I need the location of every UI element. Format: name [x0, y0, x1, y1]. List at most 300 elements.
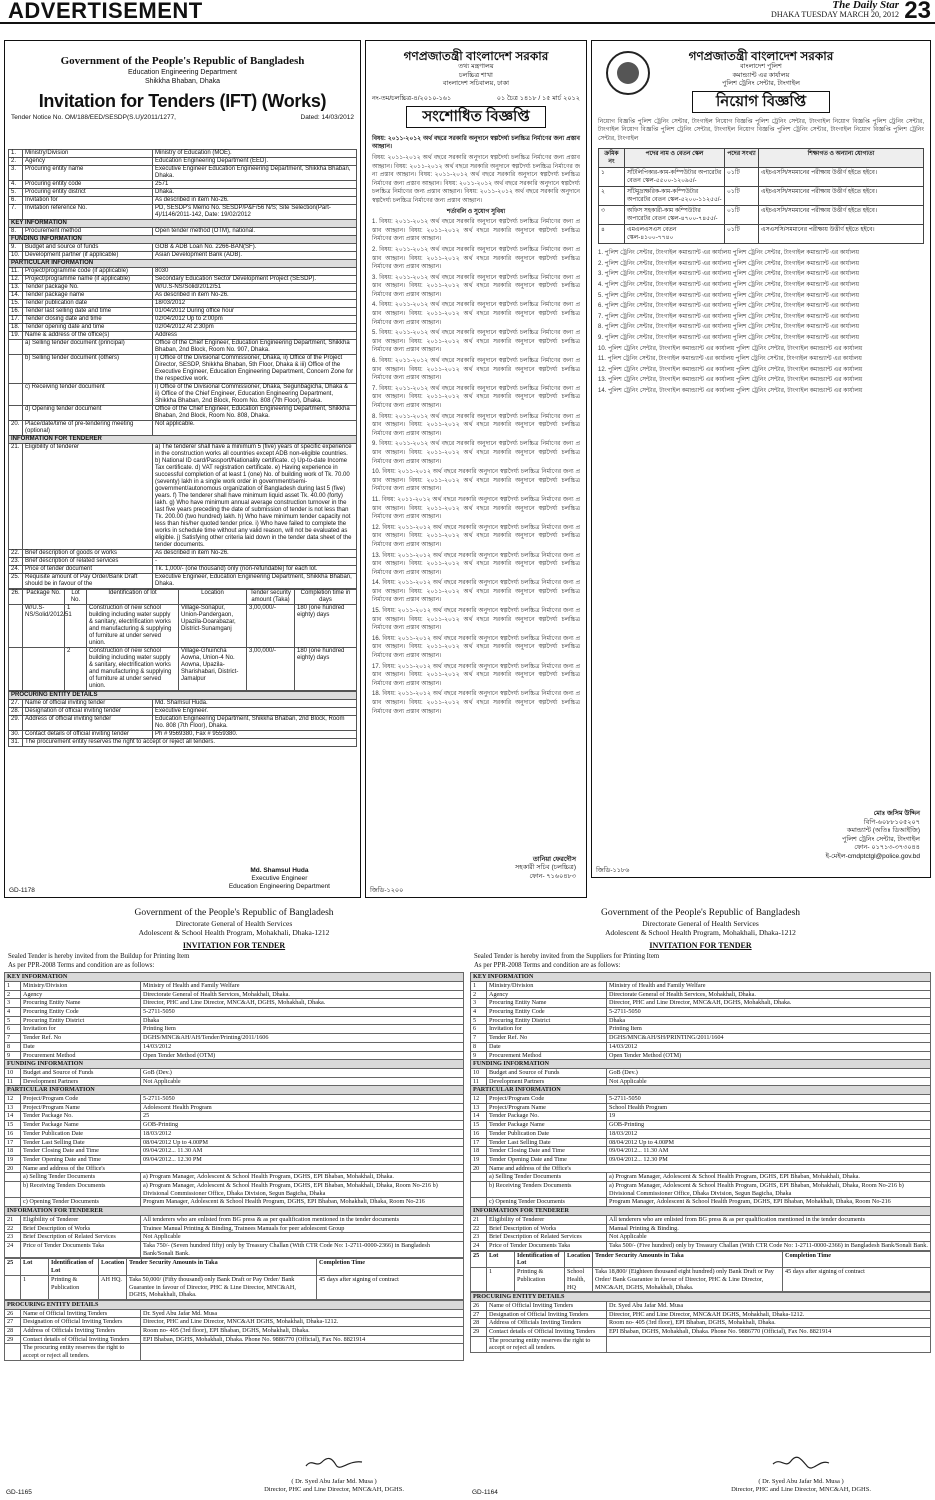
page-number: 23 [904, 0, 931, 24]
ift-row [9, 574, 357, 589]
h2-cell-no: 21 [471, 1215, 487, 1224]
ift-entity-cell-label: Address of official inviting tender [23, 716, 153, 731]
h2-row [471, 1164, 931, 1173]
bn2-col-qual: শিক্ষাগত ও অন্যান্য যোগ্যতা [759, 149, 924, 168]
h1-cell-value: Ministry of Health and Family Welfare [141, 981, 464, 990]
h1-cell-label: Project/Program Code [21, 1095, 141, 1104]
h2-section-heading: PARTICULAR INFORMATION [471, 1086, 931, 1095]
ift-cell-no: 12. [9, 276, 23, 284]
ift-entity-cell-label: Name of official inviting tender [23, 700, 153, 708]
bn2-title: নিয়োগ বিজ্ঞপ্তি [692, 91, 830, 113]
h1-row [5, 1103, 464, 1112]
bn1-condition-item: 4. বিষয়: ২০১১-২০১২ অর্থ বছরে সরকারি অনুদানে স্বল্পদৈর্ঘ্য চলচ্চিত্র নির্মাণের জন্য প্রস্তাব আহ্বান। বিষয়: ২০১১-২০১২ অর্থ বছরে সরকারি অনুদানে স্বল্পদৈর্ঘ্য চলচ্চিত্র নির্মাণের জন্য প্রস্তাব আহ্বান। [372, 302, 580, 326]
h2-cell-label: Name and address of the Office's [487, 1164, 931, 1173]
ift-lot-cell: Village-Ghuincha Aowna, Union-4 No. Aowna, Upazila-Sharishabari, District-Jamalpur [179, 648, 247, 691]
h2-entity-cell-label: Name of Official Inviting Tenders [487, 1301, 607, 1310]
ift-row [9, 166, 357, 181]
h2-lot-cell: Printing & Publication [515, 1268, 565, 1292]
bn2-sign-line-5: ই-মেইল-cmdptctgl@police.gov.bd [825, 852, 920, 860]
bn1-subject: বিষয়: ২০১১-২০১২ অর্থ বছরে সরকারি অনুদানে স্বল্পদৈর্ঘ্য চলচ্চিত্র নির্মাণের জন্য প্রস্তাব আহ্বান। [372, 135, 580, 151]
ift-cell-label: Brief description of goods or works [23, 550, 153, 558]
h1-entity-section-heading: PROCURING ENTITY DETAILS [5, 1300, 464, 1309]
h1-entity-cell-label: Name of Official Inviting Tenders [21, 1309, 141, 1318]
h2-cell-no [471, 1182, 487, 1198]
h2-section-heading: INFORMATION FOR TENDERER [471, 1207, 931, 1216]
h2-entity-cell-label: The procuring entity reserves the right to accept or reject all tenders. [487, 1336, 607, 1352]
h2-lot-cell: Identification of Lot [515, 1251, 565, 1267]
h2-prog: Adolescent & School Health Program, Mohakhali, Dhaka-1212 [605, 928, 796, 937]
h1-cell-label: Tender Closing Date and Time [21, 1147, 141, 1156]
h1-lot-cell: Taka 50,000/ (Fifty thousand) only Bank Draft or Pay Order/ Bank Guarantee in favour of Director, PHC & Line Director, MNC&AH, DGHS, Mohakhali, Dhaka. [127, 1275, 317, 1299]
ift-row [9, 340, 357, 355]
ift-row [9, 300, 357, 308]
ift-sign-title: Executive Engineer [251, 875, 308, 882]
h2-cell-no: 9 [471, 1051, 487, 1060]
ift-lots-header [9, 590, 357, 605]
ift-row [9, 236, 357, 244]
h2-cell-no: 20 [471, 1164, 487, 1173]
bn1-conditions [372, 218, 580, 716]
ift-cell-value: 02/04/2012 Up to 2:00pm [153, 316, 357, 324]
ift-advertisement [4, 40, 361, 898]
bn1-sign: তানিয়া ফেরদৌস [532, 855, 576, 863]
h2-heading [470, 908, 931, 937]
ift-cell-label: Procurement method [23, 228, 153, 236]
h1-entity-cell-label: Address of Officials Inviting Tenders [21, 1327, 141, 1336]
ift-cell-no: 24. [9, 566, 23, 574]
h2-row [471, 1112, 931, 1121]
bn2-term-item: 9. পুলিশ ট্রেনিং সেন্টার, টাংগাইল কমান্ড্যান্ট এর কার্যালয় পুলিশ ট্রেনিং সেন্টার, টাংগাইল কমান্ড্যান্ট এর কার্যালয় [598, 335, 859, 342]
bn2-term-item: 4. পুলিশ ট্রেনিং সেন্টার, টাংগাইল কমান্ড্যান্ট এর কার্যালয় পুলিশ ট্রেনিং সেন্টার, টাংগাইল কমান্ড্যান্ট এর কার্যালয় [598, 282, 859, 289]
h2-cell-label: b) Receiving Tenders Documents [487, 1182, 607, 1198]
h1-entity-row [5, 1335, 464, 1344]
bn2-term-item: 11. পুলিশ ট্রেনিং সেন্টার, টাংগাইল কমান্ড্যান্ট এর কার্যালয় পুলিশ ট্রেনিং সেন্টার, টাংগাইল কমান্ড্যান্ট এর কার্যালয় [598, 356, 862, 363]
bn2-term-item: 14. পুলিশ ট্রেনিং সেন্টার, টাংগাইল কমান্ড্যান্ট এর কার্যালয় পুলিশ ট্রেনিং সেন্টার, টাংগাইল কমান্ড্যান্ট এর কার্যালয় [598, 388, 863, 394]
ift-entity-row [9, 731, 357, 739]
h2-entity-table [470, 1292, 931, 1353]
h2-cell-label: Tender Publication Date [487, 1129, 607, 1138]
h1-cell-value: Taka 750/- (Seven hundred fifty) only by Treasury Challan (With CTR Code No: 1-2711-0000-2366) in Bangladesh Bank/Sonali Bank. [141, 1241, 464, 1257]
ift-lots-table [8, 589, 357, 691]
ift-cell-value: 02/04/2012 At 2:30pm [153, 324, 357, 332]
h1-section-heading: KEY INFORMATION [5, 973, 464, 982]
h2-cell-no: 12 [471, 1095, 487, 1104]
h1-row [5, 1138, 464, 1147]
ift-row [9, 406, 357, 421]
h2-entity-cell-value: EPI Bhaban, DGHS, Mohakhali, Dhaka. Phone No. 9886770 (Official), Fax No. 8821914 [607, 1328, 931, 1337]
ift-cell-value: Secondary Education Sector Development Project (SESDP). [153, 276, 357, 284]
bn1-condition-item: 18. বিষয়: ২০১১-২০১২ অর্থ বছরে সরকারি অনুদানে স্বল্পদৈর্ঘ্য চলচ্চিত্র নির্মাণের জন্য প্রস্তাব আহ্বান। বিষয়: ২০১১-২০১২ অর্থ বছরে সরকারি অনুদানে স্বল্পদৈর্ঘ্য চলচ্চিত্র নির্মাণের জন্য প্রস্তাব আহ্বান। [372, 691, 580, 715]
h1-cell-no [5, 1198, 21, 1207]
ift-row [9, 384, 357, 406]
h1-cell-label: c) Opening Tender Documents [21, 1198, 141, 1207]
bn2-sub-2: কমান্ড্যান্ট এর কার্যালয় [732, 71, 790, 79]
h2-entity-cell-label: Address of Officials Inviting Tenders [487, 1319, 607, 1328]
h2-cell-value: Not Applicable [607, 1077, 931, 1086]
h2-cell-label: a) Selling Tender Documents [487, 1173, 607, 1182]
ift-section-heading: PARTICULAR INFORMATION [9, 260, 357, 268]
ift-entity-cell-no: 31. [9, 739, 23, 747]
h2-section-heading: FUNDING INFORMATION [471, 1060, 931, 1069]
h1-cell-label: Name and address of the Office's [21, 1164, 464, 1173]
ift-entity-row [9, 708, 357, 716]
h1-heading [4, 908, 464, 937]
ift-section-heading: INFORMATION FOR TENDERER [9, 436, 357, 444]
h1-lot-cell: Location [99, 1259, 127, 1275]
h2-cell-no: 2 [471, 990, 487, 999]
h1-row [5, 1121, 464, 1130]
ift-entity-cell-value: Executive Engineer. [153, 708, 357, 716]
h1-row [5, 1147, 464, 1156]
masthead: The Daily Star [832, 0, 899, 11]
h2-row [471, 1182, 931, 1198]
ift-cell-value: Not applicable. [153, 421, 357, 436]
h1-row [5, 1086, 464, 1095]
h1-row [5, 1173, 464, 1182]
ift-cell-label: d) Opening tender document [23, 406, 153, 421]
h2-row [471, 1051, 931, 1060]
h1-cell-label: Project/Program Name [21, 1103, 141, 1112]
ift-cell-value: Executive Engineer, Education Engineering Department, Shikkha Bhaban, Dhaka. [153, 574, 357, 589]
h2-cell-value: 5-2711-5050 [607, 1095, 931, 1104]
h1-cell-label: Tender Package No. [21, 1112, 141, 1121]
h1-row [5, 1008, 464, 1017]
h1-cell-no: 10 [5, 1068, 21, 1077]
ift-row [9, 566, 357, 574]
ift-cell-no [9, 340, 23, 355]
h2-entity-row [471, 1328, 931, 1337]
h1-cell-value: Dhaka [141, 1016, 464, 1025]
h1-lot-cell: 1 [21, 1275, 49, 1299]
ift-lots-header-cell: Tender security amount (Taka) [247, 590, 295, 605]
h2-cell-value: Manual Printing & Binding. [607, 1224, 931, 1233]
bn2-term-item: 1. পুলিশ ট্রেনিং সেন্টার, টাংগাইল কমান্ড্যান্ট এর কার্যালয় পুলিশ ট্রেনিং সেন্টার, টাংগাইল কমান্ড্যান্ট এর কার্যালয় [598, 250, 859, 257]
bn1-ref: নং-তম/চলচ্চিত্র-৪/২০১০-১৬১ [372, 94, 452, 102]
ift-cell-value: i) Office of the Divisional Commissioner, Dhaka, ii) Office of the Project Director, SESDP, Shikkha Bhaban, 5th Floor, Dhaka & iii) Office of the Executive Engineer, Education Engineering Department, Concern Zone for the respective work. [153, 355, 357, 384]
ift-cell-no: 3. [9, 166, 23, 181]
h2-sign-title: Director, PHC and Line Director, MNC&AH, DGHS. [731, 1486, 871, 1493]
h2-entity-row [471, 1293, 931, 1302]
bn2-job-cell: সাঁটলিপিকার-কাম-কম্পিউটার অপারেটর বেতন স্কেল-৫৫০০-১২০৯৫/- [625, 168, 725, 187]
h2-row [471, 1034, 931, 1043]
bn1-condition-item: 8. বিষয়: ২০১১-২০১২ অর্থ বছরে সরকারি অনুদানে স্বল্পদৈর্ঘ্য চলচ্চিত্র নির্মাণের জন্য প্রস্তাব আহ্বান। বিষয়: ২০১১-২০১২ অর্থ বছরে সরকারি অনুদানে স্বল্পদৈর্ঘ্য চলচ্চিত্র নির্মাণের জন্য প্রস্তাব আহ্বান। [372, 413, 580, 437]
h2-cell-no: 1 [471, 981, 487, 990]
h2-cell-label: Procurement Method [487, 1051, 607, 1060]
h1-cell-label: b) Receiving Tenders Documents [21, 1182, 141, 1198]
ift-cell-label: a) Selling tender document (principal) [23, 340, 153, 355]
h1-row [5, 1095, 464, 1104]
bn2-job-cell: ৪ [599, 225, 625, 244]
h2-cell-no: 8 [471, 1042, 487, 1051]
bn1-sub-3: বাংলাদেশ সচিবালয়, ঢাকা [442, 80, 510, 87]
h2-cell-value: GOB-Printing [607, 1121, 931, 1130]
bn1-sign-title: সহকারী সচিব (চলচ্চিত্র) [515, 864, 576, 871]
h1-entity-cell-value: Dr. Syed Abu Jafar Md. Musa [141, 1309, 464, 1318]
h2-row [471, 1198, 931, 1207]
ift-row [9, 189, 357, 197]
ift-entity-row [9, 716, 357, 731]
h2-row [471, 1215, 931, 1224]
h2-lot-row [471, 1268, 931, 1292]
h2-lot-cell: Taka 18,800/ (Eighteen thousand eight hundred) only Bank Draft or Pay Order/ Bank Guarantee in favour of Director, PHC & Line Director, MNC&AH, DGHS, Mohakhali, Dhaka. [593, 1268, 783, 1292]
ift-row [9, 292, 357, 300]
bn1-condition-item: 10. বিষয়: ২০১১-২০১২ অর্থ বছরে সরকারি অনুদানে স্বল্পদৈর্ঘ্য চলচ্চিত্র নির্মাণের জন্য প্রস্তাব আহ্বান। বিষয়: ২০১১-২০১২ অর্থ বছরে সরকারি অনুদানে স্বল্পদৈর্ঘ্য চলচ্চিত্র নির্মাণের জন্য প্রস্তাব আহ্বান। [372, 469, 580, 493]
h2-entity-cell-value: Room no- 405 (3rd floor), EPI Bhaban, DGHS, Mohakhali, Dhaka. [607, 1319, 931, 1328]
h1-cell-no: 23 [5, 1233, 21, 1242]
h1-row [5, 1068, 464, 1077]
h1-row [5, 1016, 464, 1025]
h1-cell-label: Tender Publication Date [21, 1129, 141, 1138]
h2-entity-cell-value [607, 1336, 931, 1352]
h2-cell-no: 24 [471, 1241, 487, 1250]
h2-cell-value: Taka 500/- (Five hundred) only by Treasury Challan (With CTR Code No: 1-2711-0000-2366) in Bangladesh Bank/Sonali Bank. [607, 1241, 931, 1250]
ift-notice-line [5, 114, 360, 121]
h2-cell-no: 22 [471, 1224, 487, 1233]
h1-row [5, 1042, 464, 1051]
h2-cell-label: Tender Opening Date and Time [487, 1155, 607, 1164]
bn1-date: ০১ চৈত্র ১৪১৮ / ১৫ মার্চ ২০১২ [496, 94, 580, 102]
h1-cell-label: Invitation for [21, 1025, 141, 1034]
bn1-signature [515, 856, 576, 882]
bn2-term-item: 6. পুলিশ ট্রেনিং সেন্টার, টাংগাইল কমান্ড্যান্ট এর কার্যালয় পুলিশ ট্রেনিং সেন্টার, টাংগাইল কমান্ড্যান্ট এর কার্যালয় [598, 303, 859, 310]
ift-entity-cell-label: Contact details of official inviting tender [23, 731, 153, 739]
h2-cell-label: Tender Ref. No [487, 1034, 607, 1043]
h2-cell-no: 19 [471, 1155, 487, 1164]
h2-row [471, 1008, 931, 1017]
h2-cell-value: 08/04/2012 Up to 4.00PM [607, 1138, 931, 1147]
ift-cell-label: Eligibility of tenderer [23, 444, 153, 550]
ift-cell-value: Address [153, 332, 357, 340]
h2-cell-value: Director, PHC and Line Director, MNC&AH, DGHS, Mohakhali, Dhaka. [607, 999, 931, 1008]
h1-cell-no: 11 [5, 1077, 21, 1086]
ift-lot-row [9, 648, 357, 691]
bn2-job-cell: ২ [599, 187, 625, 206]
h1-cell-value: Not Applicable [141, 1233, 464, 1242]
ift-lots-header-cell: Location [179, 590, 247, 605]
ift-cell-no: 17. [9, 316, 23, 324]
h1-entity-row [5, 1300, 464, 1309]
ift-cell-value: Office of the Chief Engineer, Education Engineering Department, Shikkha Bhaban, 2nd Block, Room No. 907, Dhaka. [153, 340, 357, 355]
h1-cell-value: 5-2711-5050 [141, 1008, 464, 1017]
h1-cell-no [5, 1173, 21, 1182]
h2-cell-value: Not Applicable [607, 1233, 931, 1242]
ift-cell-no: 22. [9, 550, 23, 558]
h2-cell-label: Agency [487, 990, 607, 999]
ift-cell-label: Brief description of related services [23, 558, 153, 566]
bn2-col-post: পদের নাম ও বেতন স্কেল [625, 149, 725, 168]
h2-row [471, 990, 931, 999]
h1-entity-row [5, 1327, 464, 1336]
h1-row [5, 981, 464, 990]
ift-cell-label: Tender last selling date and time [23, 308, 153, 316]
ift-cell-no [9, 355, 23, 384]
bn1-gd: জিডি-১২০০ [370, 886, 404, 894]
ift-cell-label: Project/programme name (if applicable) [23, 276, 153, 284]
h1-cell-value: 25 [141, 1112, 464, 1121]
h1-cell-value: 08/04/2012 Up to 4.00PM [141, 1138, 464, 1147]
h1-cell-value: Directorate General of Health Services, Mohakhali, Dhaka. [141, 990, 464, 999]
ift-row [9, 181, 357, 189]
bn2-sub-3: পুলিশ ট্রেনিং সেন্টার, টাংগাইল [721, 80, 801, 87]
h1-cell-no: 6 [5, 1025, 21, 1034]
ift-row [9, 228, 357, 236]
h2-table [470, 972, 931, 1251]
bn2-sign-line-1: বিপি-৬০৮৮১০৫২০৭ [863, 818, 920, 826]
h1-cell-no: 7 [5, 1034, 21, 1043]
h1-entity-cell-label: Designation of Official Inviting Tenders [21, 1318, 141, 1327]
ift-sign-dept: Education Engineering Department [228, 883, 330, 890]
h2-cell-label: Procuring Entity Code [487, 1008, 607, 1017]
ift-cell-value: Open tender method (OTM), national. [153, 228, 357, 236]
bn2-intro: নিয়োগ বিজ্ঞপ্তি পুলিশ ট্রেনিং সেন্টার, টাংগাইল নিয়োগ বিজ্ঞপ্তি পুলিশ ট্রেনিং সেন্টার, টাংগাইল নিয়োগ বিজ্ঞপ্তি পুলিশ ট্রেনিং সেন্টার, টাংগাইল নিয়োগ বিজ্ঞপ্তি পুলিশ ট্রেনিং সেন্টার, টাংগাইল নিয়োগ বিজ্ঞপ্তি পুলিশ ট্রেনিং সেন্টার, টাংগাইল নিয়োগ বিজ্ঞপ্তি পুলিশ ট্রেনিং সেন্টার, টাংগাইল [598, 118, 924, 142]
h1-lot-cell: Identification of Lot [49, 1259, 99, 1275]
h1-cell-label: Procuring Entity Name [21, 999, 141, 1008]
h2-row [471, 1233, 931, 1242]
h1-cell-no: 20 [5, 1164, 21, 1173]
ift-cell-value: As described in item No-26. [153, 292, 357, 300]
ift-cell-label: Tender opening date and time [23, 324, 153, 332]
h2-row [471, 1060, 931, 1069]
h1-intro: Sealed Tender is hereby invited from the Buildup for Printing Item [8, 953, 190, 960]
h1-cell-label: Ministry/Division [21, 981, 141, 990]
bn1-condition-item: 1. বিষয়: ২০১১-২০১২ অর্থ বছরে সরকারি অনুদানে স্বল্পদৈর্ঘ্য চলচ্চিত্র নির্মাণের জন্য প্রস্তাব আহ্বান। বিষয়: ২০১১-২০১২ অর্থ বছরে সরকারি অনুদানে স্বল্পদৈর্ঘ্য চলচ্চিত্র নির্মাণের জন্য প্রস্তাব আহ্বান। [372, 219, 580, 243]
bn2-sign: মোঃ জসিম উদ্দিন [873, 810, 920, 817]
bn1-body [366, 132, 586, 721]
h1-lot-cell: Tender Security Amounts in Taka [127, 1259, 317, 1275]
ift-cell-no: 14. [9, 292, 23, 300]
h2-cell-no: 6 [471, 1025, 487, 1034]
bn2-job-cell: এইচএসসি/সমমানের পরীক্ষায় উত্তীর্ণ হইতে হইবে। [759, 168, 924, 187]
h1-cell-value: Program Manager, Adolescent & School Health Program, DGHS, EPI Bhaban, Mohakhali, Dhaka, Room No-216 [141, 1198, 464, 1207]
ift-entity-cell-value: Education Engineering Department, Shikkha Bhaban, 2nd Block, Room No. 808 (7th Floor), Dhaka. [153, 716, 357, 731]
bn1-condition-item: 6. বিষয়: ২০১১-২০১২ অর্থ বছরে সরকারি অনুদানে স্বল্পদৈর্ঘ্য চলচ্চিত্র নির্মাণের জন্য প্রস্তাব আহ্বান। বিষয়: ২০১১-২০১২ অর্থ বছরে সরকারি অনুদানে স্বল্পদৈর্ঘ্য চলচ্চিত্র নির্মাণের জন্য প্রস্তাব আহ্বান। [372, 358, 580, 382]
h2-row [471, 1155, 931, 1164]
ift-row [9, 324, 357, 332]
h1-sign-name: ( Dr. Syed Abu Jafar Md. Musa ) [291, 1478, 377, 1485]
ift-cell-label: Tender publication date [23, 300, 153, 308]
ift-row [9, 276, 357, 284]
ministry-notice [365, 40, 587, 898]
h1-lot-cell [5, 1275, 21, 1299]
h2-entity-cell-no: 27 [471, 1310, 487, 1319]
ift-entity-cell-no: 29. [9, 716, 23, 731]
h1-entity-cell-no: 26 [5, 1309, 21, 1318]
h2-cell-label: Ministry/Division [487, 981, 607, 990]
h2-cell-no: 16 [471, 1129, 487, 1138]
ift-row [9, 268, 357, 276]
bn2-job-row [599, 168, 924, 187]
h2-cell-label: Eligibility of Tenderer [487, 1215, 607, 1224]
bn2-job-row [599, 225, 924, 244]
bn2-term-item: 5. পুলিশ ট্রেনিং সেন্টার, টাংগাইল কমান্ড্যান্ট এর কার্যালয় পুলিশ ট্রেনিং সেন্টার, টাংগাইল কমান্ড্যান্ট এর কার্যালয় [598, 292, 859, 299]
h1-cell-no: 15 [5, 1121, 21, 1130]
h2-row [471, 1025, 931, 1034]
h2-entity-cell-value: Director, PHC and Line Director, MNC&AH DGHS, Mohakhali, Dhaka-1212. [607, 1310, 931, 1319]
ift-entity-cell-value: Ph # 9569380, Fax # 9559380. [153, 731, 357, 739]
h1-cell-label: a) Selling Tender Documents [21, 1173, 141, 1182]
ift-cell-no: 8. [9, 228, 23, 236]
ift-cell-label: Procuring entity district [23, 189, 153, 197]
ift-row [9, 436, 357, 444]
ift-row [9, 220, 357, 228]
bn2-term-item: 10. পুলিশ ট্রেনিং সেন্টার, টাংগাইল কমান্ড্যান্ট এর কার্যালয় পুলিশ ট্রেনিং সেন্টার, টাংগাইল কমান্ড্যান্ট এর কার্যালয় [598, 345, 863, 352]
ift-entity-cell-label: Designation of official inviting tender [23, 708, 153, 716]
ift-cell-label: Budget and source of funds [23, 244, 153, 252]
h2-signature-mark [771, 1456, 831, 1470]
h1-row [5, 999, 464, 1008]
ift-entity-row [9, 739, 357, 747]
h2-cell-value: GoB (Dev.) [607, 1068, 931, 1077]
h1-row [5, 1164, 464, 1173]
ift-cell-no: 6. [9, 197, 23, 205]
h2-cell-label: Price of Tender Documents Taka [487, 1241, 607, 1250]
ift-cell-value: Tk. 1,000/- (one thousand) only (non-refundable) for each lot. [153, 566, 357, 574]
ift-cell-label: Tender package name [23, 292, 153, 300]
h1-lot-row [5, 1275, 464, 1299]
h1-cell-value: 09/04/2012... 11.30 AM [141, 1147, 464, 1156]
h1-cell-label: Procurement Method [21, 1051, 141, 1060]
ift-dept-address: Shikkha Bhaban, Dhaka [144, 78, 221, 85]
h1-cell-label: Tender Opening Date and Time [21, 1155, 141, 1164]
bn2-job-cell: ০১টি [725, 225, 759, 244]
ift-cell-value: 8030 [153, 268, 357, 276]
ift-row [9, 355, 357, 384]
ift-cell-no: 7. [9, 205, 23, 220]
bn2-jobs-header [599, 149, 924, 168]
h1-row [5, 1077, 464, 1086]
ift-lot-row [9, 605, 357, 648]
h1-section-heading: FUNDING INFORMATION [5, 1060, 464, 1069]
h1-cell-label: Brief Description of Related Services [21, 1233, 141, 1242]
ift-title: Invitation for Tenders (IFT) (Works) [38, 91, 327, 111]
h1-signature-mark [304, 1456, 364, 1470]
h1-entity-cell-no: 27 [5, 1318, 21, 1327]
h2-cell-label: Budget and Source of Funds [487, 1068, 607, 1077]
h1-entity-cell-label: Contact details of Official Inviting Tenders [21, 1335, 141, 1344]
bn1-sub-1: তথ্য মন্ত্রণালয় [458, 63, 494, 70]
bn2-col-count: পদের সংখ্যা [725, 149, 759, 168]
ift-notice-date: Dated: 14/03/2012 [300, 114, 354, 121]
bn2-job-cell: ৩ [599, 206, 625, 225]
ift-row [9, 244, 357, 252]
h2-row [471, 1173, 931, 1182]
ift-entity-table [8, 691, 357, 747]
h1-cell-value: GOB-Printing [141, 1121, 464, 1130]
h2-cell-no: 5 [471, 1016, 487, 1025]
h1-cell-label: Date [21, 1042, 141, 1051]
ift-cell-no: 4. [9, 181, 23, 189]
h1-cell-value: 18/03/2012 [141, 1129, 464, 1138]
h2-lot-cell [471, 1268, 487, 1292]
h2-entity-row [471, 1301, 931, 1310]
h1-gd: GD-1165 [6, 1488, 32, 1496]
h2-row [471, 1207, 931, 1216]
h1-cell-label: Budget and Source of Funds [21, 1068, 141, 1077]
h1-lot-cell: Completion Time [317, 1259, 464, 1275]
h2-entity-cell-no: 26 [471, 1301, 487, 1310]
h2-row [471, 1042, 931, 1051]
bn2-job-row [599, 187, 924, 206]
health-tender-school [470, 908, 931, 1500]
ift-cell-no: 21. [9, 444, 23, 550]
h2-row [471, 1129, 931, 1138]
ift-cell-no: 10. [9, 252, 23, 260]
h1-dg: Directorate General of Health Services [175, 919, 293, 928]
ift-cell-no: 16. [9, 308, 23, 316]
bn1-condition-item: 11. বিষয়: ২০১১-২০১২ অর্থ বছরে সরকারি অনুদানে স্বল্পদৈর্ঘ্য চলচ্চিত্র নির্মাণের জন্য প্রস্তাব আহ্বান। বিষয়: ২০১১-২০১২ অর্থ বছরে সরকারি অনুদানে স্বল্পদৈর্ঘ্য চলচ্চিত্র নির্মাণের জন্য প্রস্তাব আহ্বান। [372, 496, 580, 521]
ift-cell-label: c) Receiving tender document [23, 384, 153, 406]
bn2-job-row [599, 206, 924, 225]
